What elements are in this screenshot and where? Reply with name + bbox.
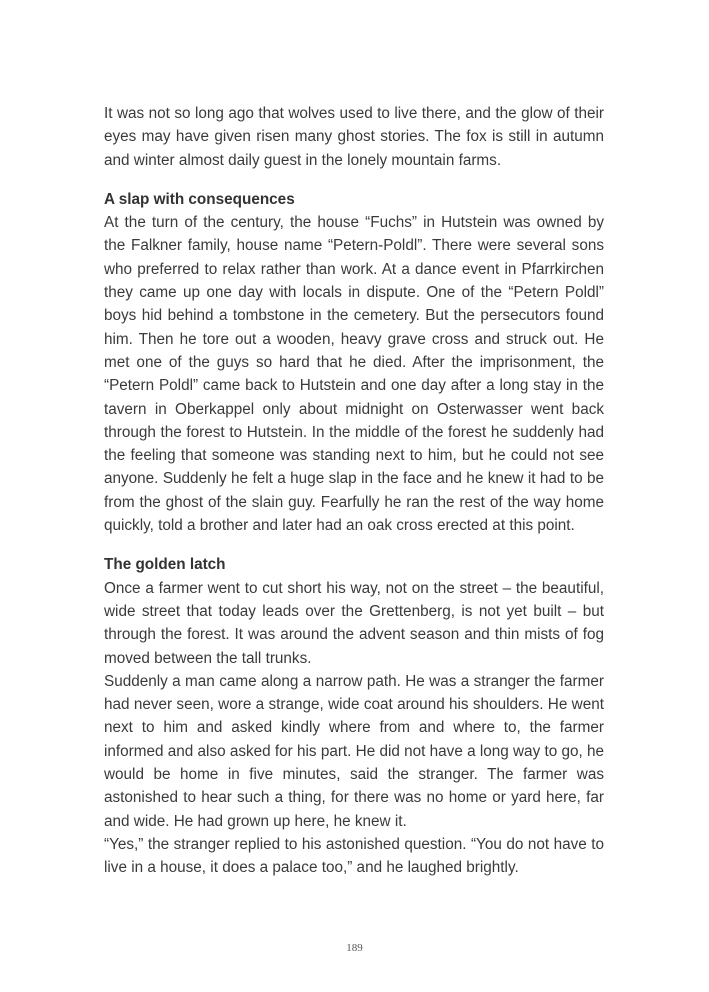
- intro-paragraph: It was not so long ago that wolves used to live there, and the glow of their eyes may have given risen many ghost stories. The fox is still in autumn and winter almost daily guest in the lonely mountain farms.: [104, 105, 604, 169]
- section-heading-golden-latch: The golden latch: [104, 556, 226, 574]
- page-number: 189: [346, 942, 363, 954]
- section-gap: [104, 537, 604, 553]
- page-body: [104, 102, 604, 880]
- section-gap: [104, 172, 604, 188]
- section-paragraph-slap: At the turn of the century, the house “Fuchs” in Hutstein was owned by the Falkner family, house name “Petern-Poldl”. There were several sons who preferred to relax rather than work. At a dance event in Pfarrkirchen they came up one day with locals in dispute. One of the “Petern Poldl” boys hid behind a tombstone in the cemetery. But the persecutors found him. Then he tore out a wooden, heavy grave cross and struck out. He met one of the guys so hard that he died. After the imprisonment, the “Petern Poldl” came back to Hutstein and one day after a long stay in the tavern in Oberkappel only about midnight on Osterwasser went back through the forest to Hutstein. In the middle of the forest he suddenly had the feeling that someone was standing next to him, but he could not see anyone. Suddenly he felt a huge slap in the face and he knew it had to be from the ghost of the slain guy. Fearfully he ran the rest of the way home quickly, told a brother and later had an oak cross erected at this point.: [104, 214, 604, 535]
- section-heading-slap: A slap with consequences: [104, 190, 295, 208]
- golden-latch-paragraph-2: Suddenly a man came along a narrow path. He was a stranger the farmer had never seen, wore a strange, wide coat around his shoulders. He went next to him and asked kindly where from and where to, the farmer informed and also asked for his part. He did not have a long way to go, he would be home in five minutes, said the stranger. The farmer was astonished to hear such a thing, for there was no home or yard here, far and wide. He had grown up here, he knew it.: [104, 672, 605, 830]
- golden-latch-paragraph-1: Once a farmer went to cut short his way, not on the street – the beautiful, wide street that today leads over the Grettenberg, is not yet built – but through the forest. It was around the advent season and thin mists of fog moved between the tall trunks.: [104, 579, 604, 667]
- golden-latch-paragraph-3: “Yes,” the stranger replied to his astonished question. “You do not have to live in a house, it does a palace too,” and he laughed brightly.: [104, 835, 604, 877]
